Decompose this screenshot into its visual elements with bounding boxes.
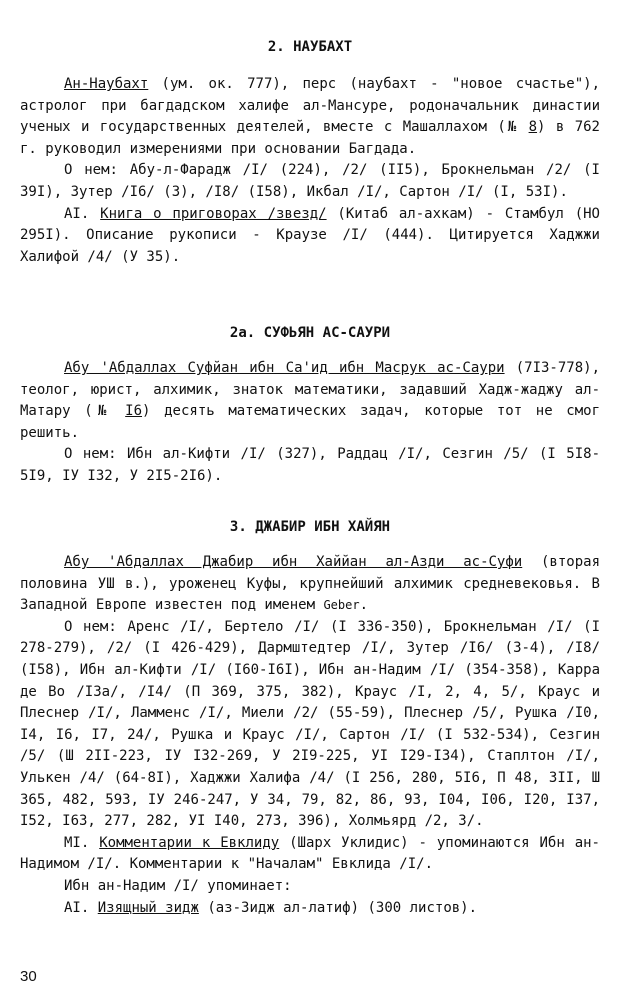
work-title: Изящный зидж <box>97 899 199 916</box>
entry-paragraph: Абу 'Абдаллах Суфйан ибн Са'ид ибн Масрук ас-Саури (7I3-778), теолог, юрист, алхимик, знаток математики, задавший Хадж-жаджу ал-Матару (№ I6) десять математических задач, которые тот не смог решить. <box>20 360 601 441</box>
section-jabir <box>20 516 600 919</box>
section-heading: 2а. СУФЬЯН АС-САУРИ <box>229 325 391 341</box>
entry-paragraph: Абу 'Абдаллах Джабир ибн Хаййан ал-Азди ас-Суфи (вторая половина УШ в.), уроженец Куфы, крупнейший алхимик средневековья. В Западной Европе известен под именем Geber. <box>20 554 600 614</box>
bibliography-paragraph: О нем: Ибн ал-Кифти /I/ (327), Раддац /I/, Сезгин /5/ (I 5I8-5I9, IУ I32, У 2I5-2I6). <box>20 446 600 484</box>
work-title: Комментарии к Евклиду <box>99 834 280 851</box>
bibliography-paragraph: О нем: Абу-л-Фарадж /I/ (224), /2/ (II5), Брокнельман /2/ (I 39I), Зутер /I6/ (3), /I8/ (I58), Икбал /I/, Сартон /I/ (I, 53I). <box>20 162 600 200</box>
bibliography-paragraph: О нем: Аренс /I/, Бертело /I/ (I 336-350), Брокнельман /I/ (I 278-279), /2/ (I 426-429), Дармштедтер /I/, Зутер /I6/ (3-4), /I8/ (I58), Ибн ал-Кифти /I/ (I60-I6I), Ибн ан-Надим /I/ (354-358), Карра де Во /I3а/, /I4/ (П 369, 375, 382), Краус /I, 2, 4, 5/, Краус и Плеснер /I/, Ламменс /I/, Миели /2/ (55-59), Плеснер /5/, Рушка /I0, I4, I6, I7, 24/, Рушка и Краус /I/, Сартон /I/ (I 532-534), Сезгин /5/ (Ш 2II-223, IУ I32-269, У 2I9-225, УI I29-I34), Стаплтон /I/, Улькен /4/ (64-8I), Хаджжи Халифа /4/ (I 256, 280, 5I6, П 48, 3II, Ш 365, 482, 593, IУ 246-247, У 34, 79, 82, 86, 93, I04, I06, I20, I37, I52, I63, 277, 282, УI I40, 273, 396), Холмьярд /2, 3/. <box>20 618 600 830</box>
person-name: Абу 'Абдаллах Суфйан ибн Са'ид ибн Масрук ас-Саури <box>64 360 505 376</box>
person-name: Ан-Наубахт <box>64 76 149 92</box>
cross-reference: 8 <box>528 119 538 136</box>
work-entry: АI. Изящный зидж (аз-Зидж ал-латиф) (300 листов). <box>64 899 478 916</box>
section-heading: 3. ДЖАБИР ИБН ХАЙЯН <box>229 519 391 535</box>
work-entry: МI. Комментарии к Евклиду (Шарх Уклидис) - упоминаются Ибн ан-Надимом /I/. Комментарии к "Началам" Евклида /I/. <box>20 834 600 873</box>
section-heading: 2. НАУБАХТ <box>267 39 353 55</box>
entry-paragraph: Ан-Наубахт (ум. ок. 777), перс (наубахт - "новое счастье"), астролог при багдадском халифе ал-Мансуре, родоначальник династии ученых и государственных деятелей, вместе с Машаллахом (№ 8) в 762 г. руководил измерениями при основании Багдада. <box>20 76 600 157</box>
latin-name: Geber <box>323 598 360 613</box>
section-sufyan <box>20 322 600 488</box>
person-name: Абу 'Абдаллах Джабир ибн Хаййан ал-Азди ас-Суфи <box>64 554 523 570</box>
mention-paragraph: Ибн ан-Надим /I/ упоминает: <box>64 877 292 894</box>
work-title: Книга о приговорах /звезд/ <box>100 205 327 222</box>
section-naubakht <box>20 36 600 268</box>
cross-reference: I6 <box>125 403 143 420</box>
work-entry: АI. Книга о приговорах /звезд/ (Китаб ал-ахкам) - Стамбул (НО 295I). Описание рукописи - Краузе /I/ (444). Цитируется Хаджжи Халифой /4/ (У 35). <box>20 205 600 265</box>
page-number: 30 <box>20 968 37 985</box>
